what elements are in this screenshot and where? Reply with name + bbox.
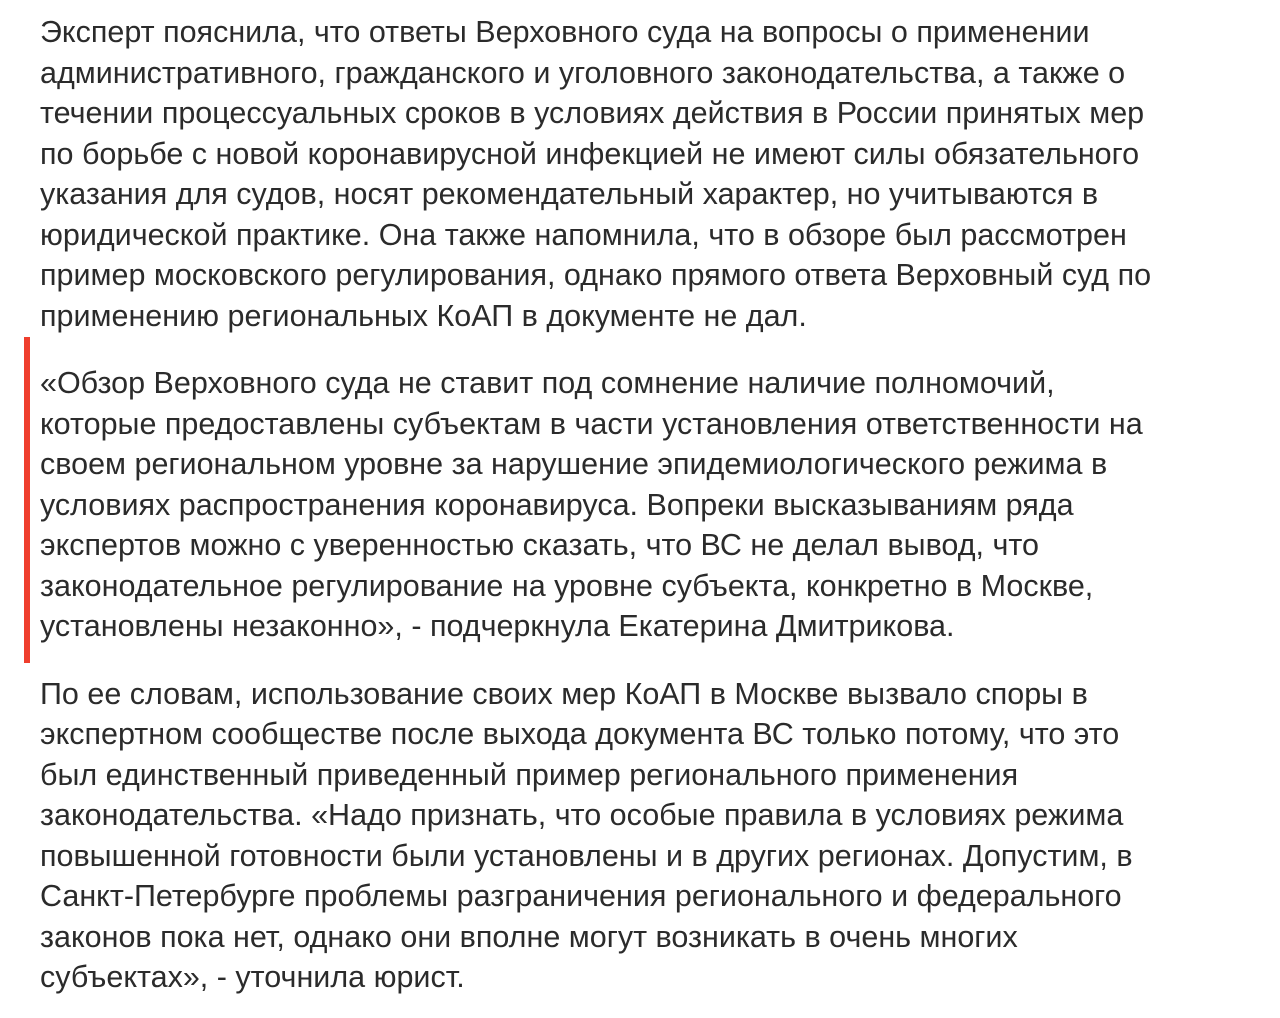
paragraph-2-line: законодательства. «Надо признать, что особые правила в условиях режима <box>40 798 1124 832</box>
article-paragraph-1 <box>40 12 1260 336</box>
quote-accent-bar <box>24 337 30 663</box>
blockquote <box>40 363 1260 647</box>
paragraph-1-line: Эксперт пояснила, что ответы Верховного суда на вопросы о применении <box>40 15 1090 49</box>
quote-line: законодательное регулирование на уровне субъекта, конкретно в Москве, <box>40 568 1094 603</box>
quote-line: «Обзор Верховного суда не ставит под сомнение наличие полномочий, <box>40 366 1055 400</box>
paragraph-2-line: экспертном сообществе после выхода документа ВС только потому, что это <box>40 717 1120 751</box>
paragraph-1-line: административного, гражданского и уголовного законодательства, а также о <box>40 55 1126 90</box>
paragraph-2-line: По ее словам, использование своих мер КоАП в Москве вызвало споры в <box>40 676 1088 711</box>
article-body <box>40 12 1260 998</box>
paragraph-1-line: течении процессуальных сроков в условиях действия в России принятых мер <box>40 96 1145 130</box>
paragraph-2-line: повышенной готовности были установлены и в других регионах. Допустим, в <box>40 838 1133 873</box>
paragraph-2-line: был единственный приведенный пример регионального применения <box>40 757 1019 792</box>
quote-line: экспертов можно с уверенностью сказать, что ВС не делал вывод, что <box>40 528 1039 562</box>
paragraph-1-line: юридической практике. Она также напомнила, что в обзоре был рассмотрен <box>40 217 1127 252</box>
paragraph-1-line: пример московского регулирования, однако прямого ответа Верховный суд по <box>40 258 1152 292</box>
paragraph-1-line: указания для судов, носят рекомендательный характер, но учитываются в <box>40 177 1099 211</box>
paragraph-2-line: субъектах», - уточнила юрист. <box>40 960 465 994</box>
paragraph-1-line: применению региональных КоАП в документе не дал. <box>40 298 807 333</box>
quote-line: установлены незаконно», - подчеркнула Екатерина Дмитрикова. <box>40 609 955 643</box>
quote-line: которые предоставлены субъектам в части установления ответственности на <box>40 406 1143 441</box>
paragraph-1-line: по борьбе с новой коронавирусной инфекцией не имеют силы обязательного <box>40 136 1140 171</box>
paragraph-2-line: Санкт-Петербурге проблемы разграничения регионального и федерального <box>40 879 1122 913</box>
paragraph-2-line: законов пока нет, однако они вполне могут возникать в очень многих <box>40 919 1018 954</box>
article-paragraph-2 <box>40 674 1260 998</box>
quote-line: условиях распространения коронавируса. Вопреки высказываниям ряда <box>40 487 1074 522</box>
quote-line: своем региональном уровне за нарушение эпидемиологического режима в <box>40 447 1108 481</box>
